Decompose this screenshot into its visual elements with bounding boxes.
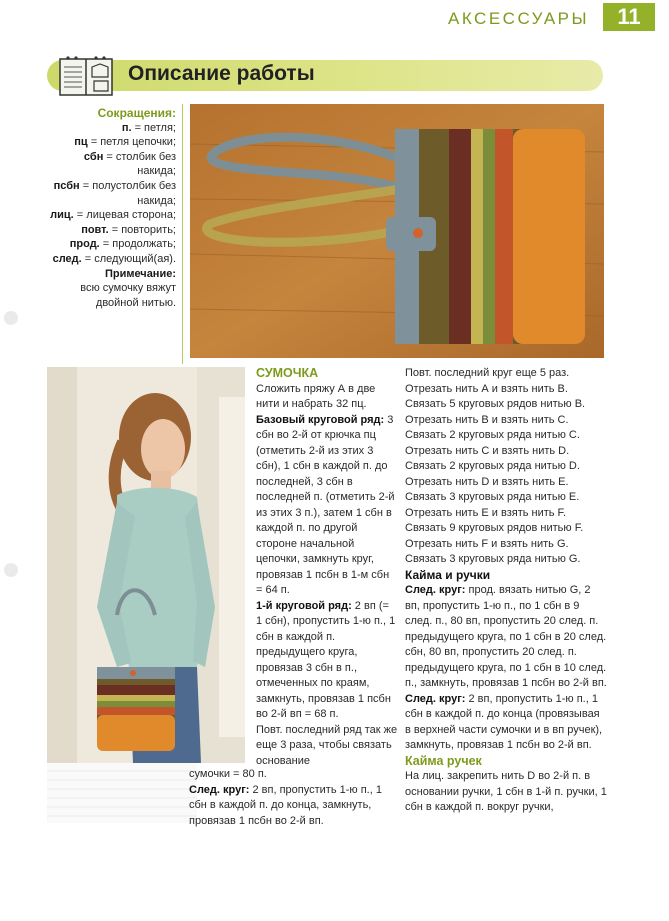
bag-photo [190,104,604,358]
paragraph: сумочки = 80 п. [189,768,267,780]
paragraph: След. круг: прод. вязать нитью G, 2 вп, пропустить 1-ю п., по 1 сбн в 9 след. п., 80 вп, пропустить 20 след. п. предыдущего круга, по 1 сбн в 20 след. сбн, 80 вп, пропустить 20 след. п. предыдущего круга, по 1 сбн в 10 след. п., замкнуть, провязав 1 псбн во 2-й вп. [405,584,607,689]
instruction-line: Связать 3 круговых ряда нитью G. [405,553,581,565]
instruction-line: Связать 5 круговых рядов нитью В. [405,398,586,410]
abbr-item: псбн = полустолбик без накида; [53,179,176,207]
instruction-line: Отрезать нить F и взять нить G. [405,537,569,550]
page-title: Описание работы [128,62,315,85]
instruction-line: Отрезать нить Е и взять нить F. [405,506,567,519]
abbr-item: повт. = повторить; [81,223,176,236]
column-2 [405,366,607,816]
instruction-line: Повт. последний круг еще 5 раз. [405,367,570,379]
paragraph: Базовый круговой ряд: 3 сбн во 2-й от крючка пц (отметить 2-й из этих 3 сбн), 1 сбн в каждой п. до последней, 3 сбн в последней п. (отметить 2-й из этих 3 п.), затем 1 сбн в каждой п. по другой стороне начальной цепочки, замкнуть круг, провязав 1 псбн в 1-м сбн = 64 п. [256,413,395,596]
note-label: Примечание: [104,267,176,280]
faded-bleed-through [47,763,197,823]
paragraph: След. круг: 2 вп, пропустить 1-ю п., 1 сбн в каждой п. до конца, замкнуть, провязав 1 псбн во 2-й вп. [189,783,382,827]
note-text: всю сумочку вяжут двойной нитью. [80,282,176,309]
section-label: АКСЕССУАРЫ [448,9,590,28]
column-1-continued [189,767,399,829]
instruction-line: Связать 2 круговых ряда нитью С. [405,429,580,441]
section-heading-edge: Кайма и ручки [405,567,491,582]
paragraph: След. круг: 2 вп, пропустить 1-ю п., 1 сбн в каждой п. до конца (провязывая в верхней части сумочки и в вп ручек), замкнуть, провязав 1 псбн во 2-й вп. [405,692,603,751]
instruction-line: Отрезать нить D и взять нить Е. [405,475,569,488]
model-photo [47,367,245,763]
paragraph: 1-й круговой ряд: 2 вп (= 1 сбн), пропустить 1-ю п., 1 сбн в каждой п. предыдущего круга, провязав 3 сбн в п., отмеченных по краям, замкнуть, провязав 1 псбн во 2-й вп = 68 п. [256,599,396,720]
section-heading-bag: СУМОЧКА [256,366,319,380]
paragraph: Сложить пряжу А в две нити и набрать 32 пц. [256,382,376,410]
instruction-line: Связать 3 круговых ряда нитью Е. [405,491,580,503]
abbr-item: пц = петля цепочки; [74,136,176,149]
instruction-line: Связать 9 круговых рядов нитью F. [405,522,584,534]
abbr-item: лиц. = лицевая сторона; [50,209,176,222]
instruction-line: Отрезать нить А и взять нить В. [405,382,568,395]
abbr-item: прод. = продолжать; [69,238,176,251]
page-number: 11 [603,3,655,31]
abbr-item: след. = следующий(ая). [52,252,176,265]
section-heading-handles: Кайма ручек [405,753,482,768]
abbreviations-block [44,106,176,310]
abbr-item: п. = петля; [121,121,176,134]
notebook-icon [58,53,116,97]
paragraph: На лиц. закрепить нить D во 2-й п. в основании ручки, 1 сбн в 1-й п. ручки, 1 сбн в каждой п. вокруг ручки, [405,770,607,813]
divider [182,104,183,364]
column-1 [256,366,398,769]
instruction-line: Отрезать нить С и взять нить D. [405,444,570,457]
instruction-line: Отрезать нить В и взять нить С. [405,413,569,426]
punch-hole [4,311,18,325]
instruction-line: Связать 2 круговых ряда нитью D. [405,460,580,472]
paragraph: Повт. последний ряд так же еще 3 раза, чтобы связать основание [256,723,398,767]
punch-hole [4,563,18,577]
abbr-item: сбн = столбик без накида; [83,150,176,178]
abbreviations-heading: Сокращения: [97,106,176,120]
